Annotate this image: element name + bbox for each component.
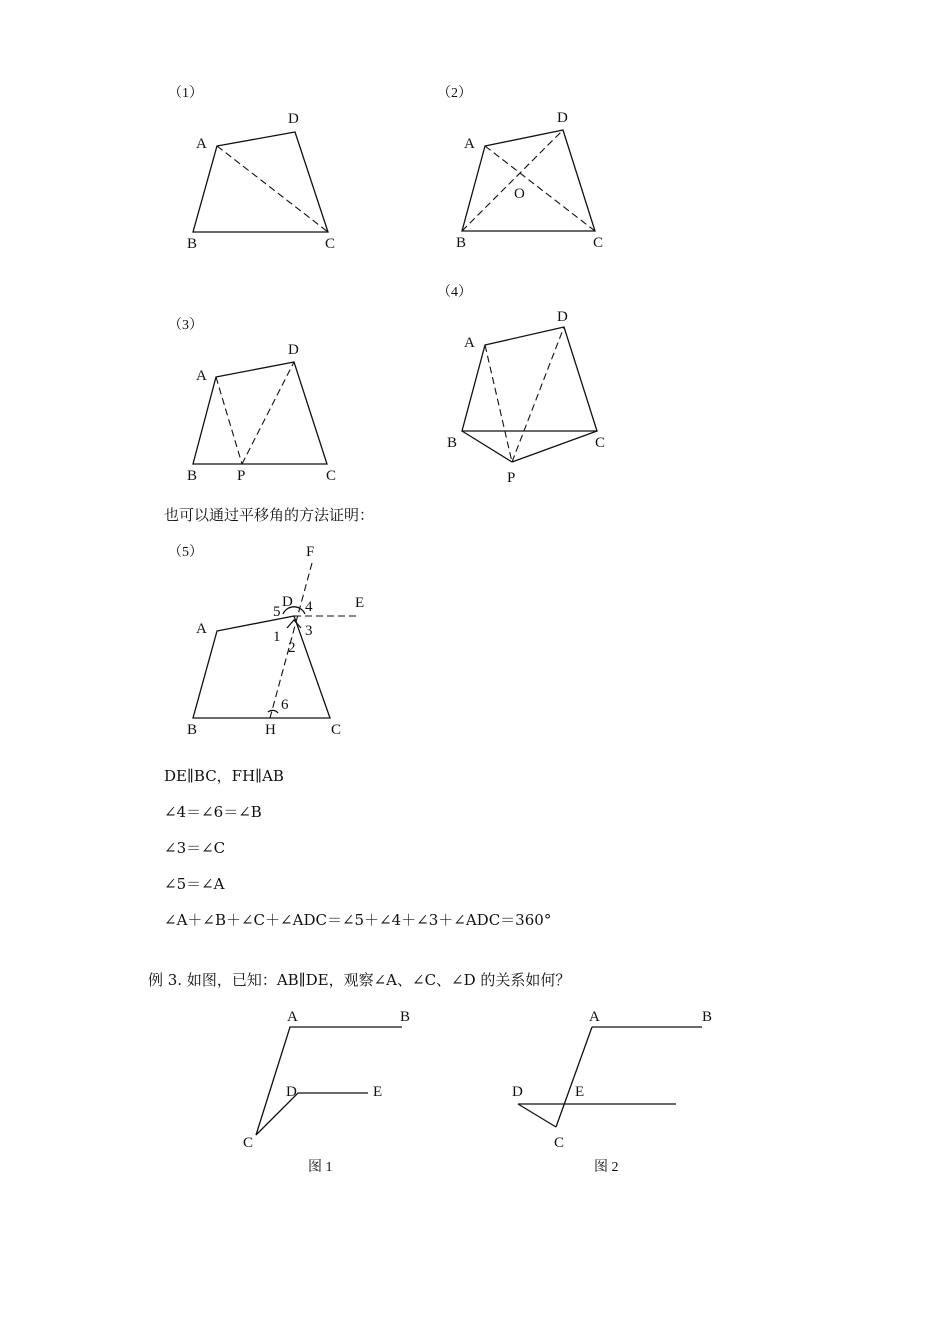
proof-line-5: ∠A＋∠B＋∠C＋∠ADC＝∠5＋∠4＋∠3＋∠ADC＝360° [164,911,552,929]
figure-3-caption: （3） [168,318,203,333]
figure-1-label-a: A [196,136,207,152]
figure-3-label-p: P [237,468,246,484]
example-figure-1-label-c: C [243,1135,254,1151]
figure-3-label-a: A [196,368,207,384]
figure-4-segment-bp [462,431,512,462]
example-figure-1-path [256,1027,402,1135]
figure-5-angle-6: 6 [281,697,289,713]
figure-5-label-f: F [306,544,315,560]
example-figure-2-segment-ac [556,1027,592,1127]
figure-2-label-o: O [514,186,525,202]
proof-line-3: ∠3＝∠C [164,839,226,857]
figure-1-label-c: C [325,236,336,252]
example-figure-1-label-e: E [373,1084,383,1100]
figure-4-segment-pd [512,327,564,462]
figure-5-angle-3: 3 [305,623,313,639]
figure-2 [437,85,603,251]
example-figure-2-label-c: C [554,1135,565,1151]
figure-2-label-a: A [464,136,475,152]
figure-2-label-b: B [456,235,467,251]
figure-4-caption: （4） [437,285,472,300]
proof-line-1: DE∥BC，FH∥AB [164,767,284,785]
example-figure-1 [243,1009,410,1175]
figure-3-label-d: D [288,342,299,358]
figure-2-label-c: C [593,235,604,251]
example-3-question: 例 3. 如图，已知：AB∥DE，观察∠A、∠C、∠D 的关系如何？ [148,971,571,989]
proof-line-4: ∠5＝∠A [164,875,225,893]
figure-4-label-p: P [507,470,516,486]
figure-2-label-d: D [557,110,568,126]
figure-4-label-c: C [595,435,606,451]
example-figure-1-label-b: B [400,1009,411,1025]
example-figure-2-segment-cd [518,1104,556,1127]
proof-line-2: ∠4＝∠6＝∠B [164,803,262,821]
figure-5-label-h: H [265,722,276,738]
figure-3 [168,317,336,484]
figure-3-segment-pd [242,362,294,464]
figure-3-segment-ap [216,377,242,464]
example-figure-2-caption: 图 2 [594,1160,619,1175]
example-figure-2-label-d: D [512,1084,523,1100]
figure-4 [437,284,605,486]
figure-5-label-a: A [196,621,207,637]
figure-2-diagonal-bd [462,130,563,231]
figure-3-quadrilateral [193,362,327,464]
figure-4-label-b: B [447,435,458,451]
figure-5-angle-5: 5 [273,604,281,620]
figure-5-label-d: D [282,594,293,610]
figure-5-angle-arc-6 [268,710,278,713]
intro-text: 也可以通过平移角的方法证明： [164,506,375,524]
figure-5-angle-4: 4 [305,599,313,615]
figure-5-angle-1: 1 [273,629,281,645]
figure-3-label-c: C [326,468,337,484]
example-figure-1-caption: 图 1 [308,1160,333,1175]
figure-4-label-d: D [557,309,568,325]
figure-1-label-b: B [187,236,198,252]
figure-5-label-b: B [187,722,198,738]
example-figure-2-label-b: B [702,1009,713,1025]
figure-5-angle-2: 2 [288,640,296,656]
figure-5 [168,544,364,738]
example-figure-2-label-a: A [589,1009,600,1025]
figure-1 [168,85,335,252]
example-figure-1-label-d: D [286,1084,297,1100]
example-figure-1-label-a: A [287,1009,298,1025]
figure-5-label-e: E [355,595,365,611]
figure-4-segment-ap [485,345,512,462]
figure-2-diagonal-ac [485,146,595,231]
figure-2-caption: （2） [437,86,472,101]
figure-5-caption: （5） [168,545,203,560]
figure-3-label-b: B [187,468,198,484]
example-figure-2-label-e: E [575,1084,585,1100]
figure-4-segment-pc [512,431,597,462]
figure-1-diagonal-ac [217,146,328,232]
figure-5-label-c: C [331,722,342,738]
figure-4-label-a: A [464,335,475,351]
figure-5-angle-mark-bottom [287,620,301,628]
example-figure-2 [512,1009,712,1175]
figure-1-label-d: D [288,111,299,127]
figure-1-caption: （1） [168,86,203,101]
